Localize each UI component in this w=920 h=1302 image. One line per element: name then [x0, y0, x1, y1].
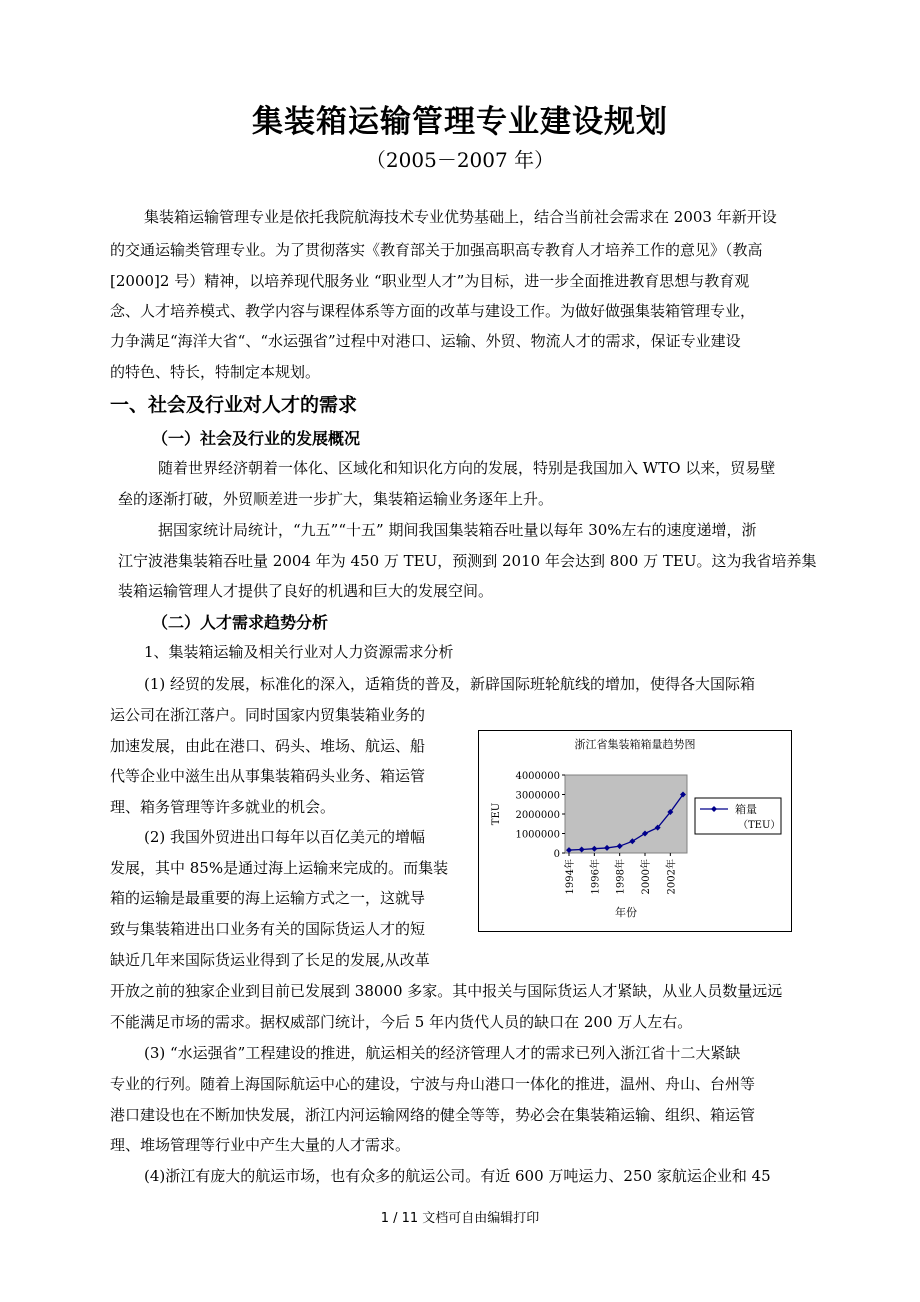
intro-line: [2000]2 号）精神，以培养现代服务业 “职业型人才”为目标，进一步全面推进教育思想与教育观: [110, 272, 750, 290]
x-tick-label: 2002年: [666, 859, 678, 895]
intro-line: 的特色、特长，特制定本规划。: [110, 363, 321, 381]
body-line: 运公司在浙江落户。同时国家内贸集装箱业务的: [110, 706, 426, 724]
x-tick-label: 2000年: [641, 859, 652, 895]
body-line: 随着世界经济朝着一体化、区域化和知识化方向的发展，特别是我国加入 WTO 以来，贸易壁: [158, 459, 776, 477]
document-title: 集装箱运输管理专业建设规划: [252, 104, 668, 140]
legend-label: 箱量: [735, 803, 757, 816]
x-tick-label: 1994年: [565, 859, 576, 895]
body-line: 专业的行列。随着上海国际航运中心的建设，宁波与舟山港口一体化的推进，温州、舟山、台州等: [110, 1075, 756, 1093]
body-line: 理、堆场管理等行业中产生大量的人才需求。: [110, 1136, 411, 1154]
document-subtitle: （2005－2007 年）: [365, 148, 555, 172]
body-line: 箱的运输是最重要的海上运输方式之一，这就导: [110, 889, 426, 907]
body-line: 缺近几年来国际货运业得到了长足的发展,从改革: [110, 951, 430, 969]
x-tick-label: 1996年: [590, 859, 602, 895]
body-line: 理、箱务管理等许多就业的机会。: [110, 798, 336, 816]
x-axis-label: 年份: [615, 906, 637, 919]
chart-title: 浙江省集装箱箱量趋势图: [574, 738, 696, 751]
y-tick-label: 4000000: [515, 771, 560, 782]
chart-canvas: [479, 731, 791, 931]
y-tick-label: 2000000: [515, 810, 560, 821]
body-line: (4)浙江有庞大的航运市场，也有众多的航运公司。有近 600 万吨运力、250 家航运企业和 45: [144, 1167, 771, 1185]
x-tick-label: 1998年: [615, 859, 627, 895]
body-line: 据国家统计局统计，“九五”“十五” 期间我国集装箱吞吐量以每年 30%左右的速度递增，浙: [158, 521, 757, 539]
body-line: (2) 我国外贸进出口每年以百亿美元的增幅: [144, 828, 426, 846]
body-line: 发展，其中 85%是通过海上运输来完成的。而集装: [110, 859, 449, 877]
trend-chart: [478, 730, 792, 932]
body-line: 加速发展，由此在港口、码头、堆场、航运、船: [110, 737, 426, 755]
body-line: 致与集装箱进出口业务有关的国际货运人才的短: [110, 920, 426, 938]
body-line: 装箱运输管理人才提供了良好的机遇和巨大的发展空间。: [118, 582, 494, 600]
body-line: 港口建设也在不断加快发展，浙江内河运输网络的健全等等，势必会在集装箱运输、组织、箱运管: [110, 1106, 756, 1124]
body-line: 代等企业中滋生出从事集装箱码头业务、箱运管: [110, 767, 426, 785]
body-line: 江宁波港集装箱吞吐量 2004 年为 450 万 TEU，预测到 2010 年会达到 800 万 TEU。这为我省培养集: [118, 552, 817, 570]
body-line: (3) “水运强省”工程建设的推进，航运相关的经济管理人才的需求已列入浙江省十二大紧缺: [144, 1044, 741, 1062]
intro-line: 念、人才培养模式、教学内容与课程体系等方面的改革与建设工作。为做好做强集装箱管理专业，: [110, 302, 756, 320]
body-line: (1) 经贸的发展，标准化的深入，适箱货的普及，新辟国际班轮航线的增加，使得各大国际箱: [144, 675, 756, 693]
body-line: 1、集装箱运输及相关行业对人力资源需求分析: [144, 643, 454, 661]
y-axis-label: TEU: [491, 802, 502, 826]
y-tick-label: 1000000: [515, 829, 560, 841]
y-tick-label: 3000000: [515, 790, 560, 802]
body-line: 垒的逐渐打破，外贸顺差进一步扩大，集装箱运输业务逐年上升。: [118, 490, 554, 508]
intro-line: 的交通运输类管理专业。为了贯彻落实《教育部关于加强高职高专教育人才培养工作的意见》（教高: [110, 241, 763, 259]
section-heading: 一、社会及行业对人才的需求: [110, 394, 358, 416]
y-tick-label: 0: [553, 849, 560, 860]
body-line: 不能满足市场的需求。据权威部门统计，今后 5 年内货代人员的缺口在 200 万人左右。: [110, 1013, 693, 1031]
page-footer: 1 / 11 文档可自由编辑打印: [380, 1211, 540, 1226]
body-line: 开放之前的独家企业到目前已发展到 38000 多家。其中报关与国际货运人才紧缺，从业人员数量远远: [110, 982, 783, 1000]
legend-unit: （TEU）: [738, 820, 781, 831]
subsection-heading: （二）人才需求趋势分析: [152, 613, 329, 632]
subsection-heading: （一）社会及行业的发展概况: [152, 429, 361, 448]
intro-line: 力争满足“海洋大省“、“水运强省”过程中对港口、运输、外贸、物流人才的需求，保证专业建设: [110, 332, 741, 350]
intro-line: 集装箱运输管理专业是依托我院航海技术专业优势基础上，结合当前社会需求在 2003 年新开设: [144, 208, 777, 226]
